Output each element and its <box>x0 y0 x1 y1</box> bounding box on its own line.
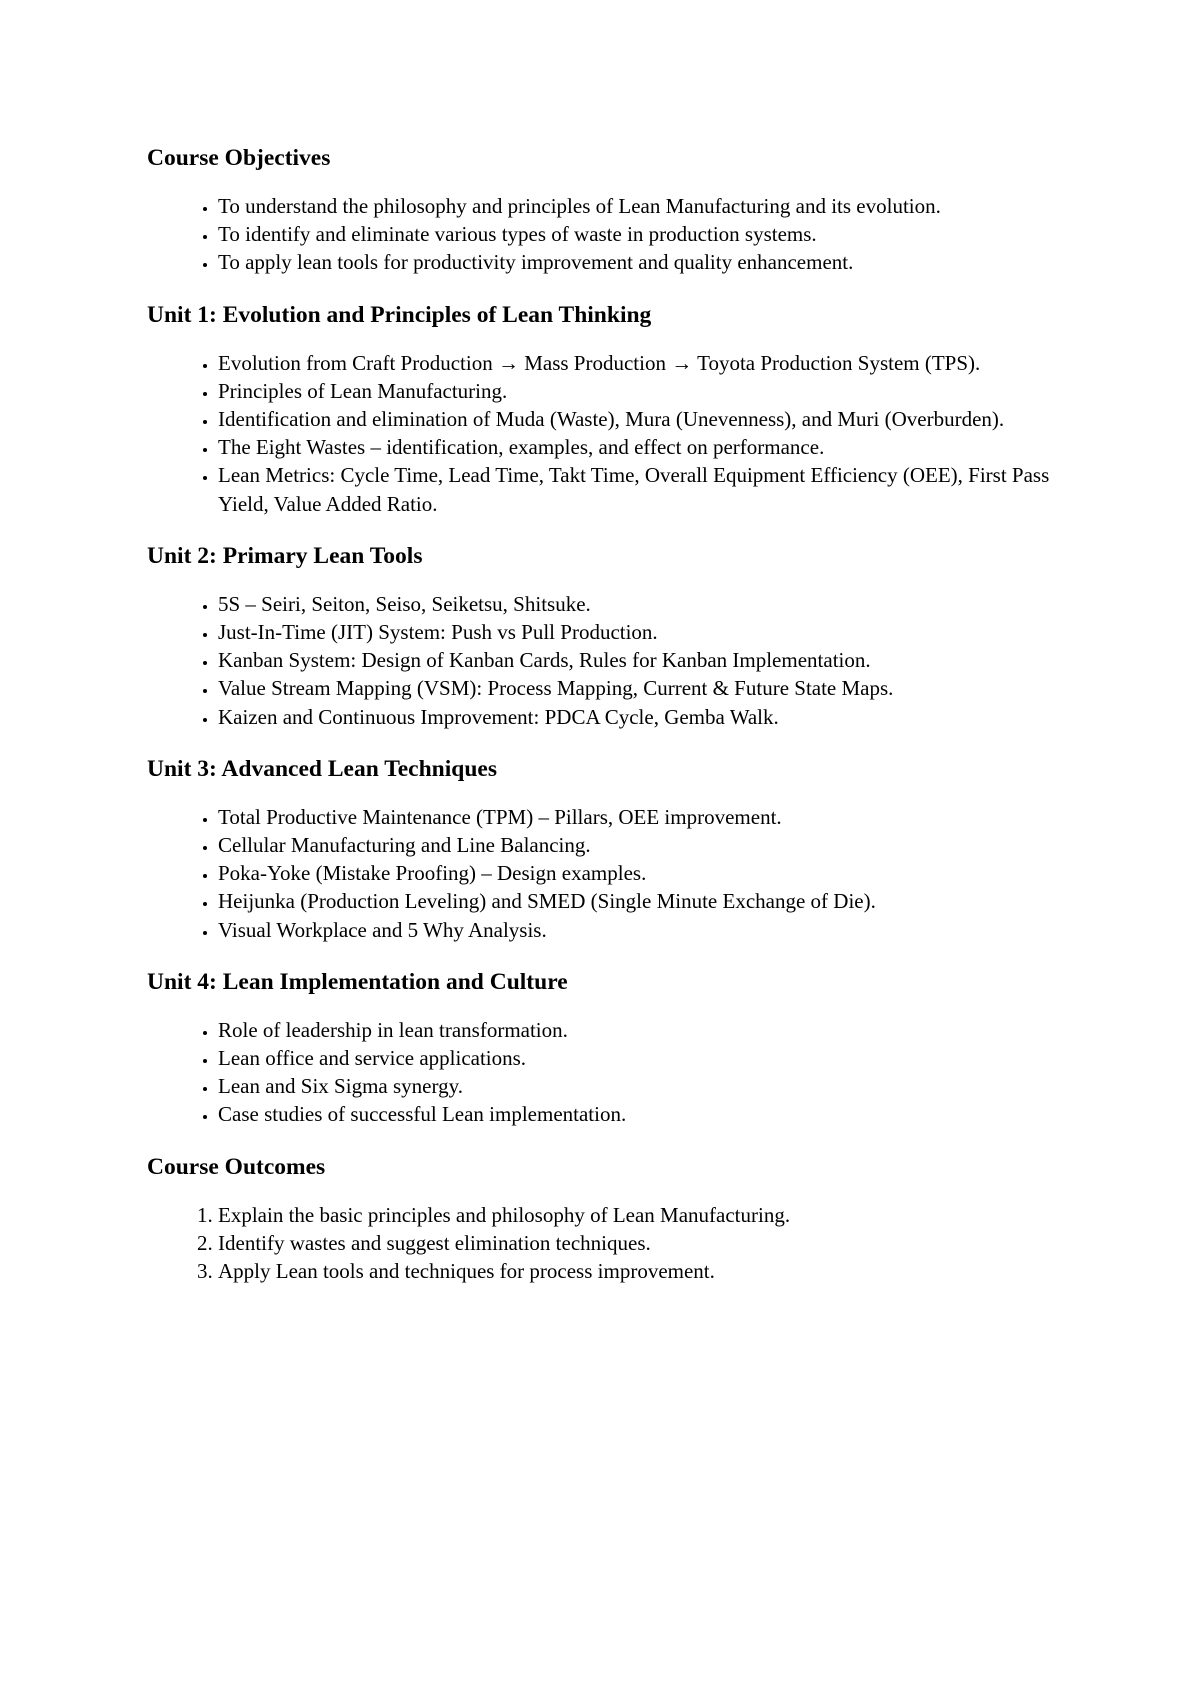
list-item: • Case studies of successful Lean implementation. <box>218 1100 1077 1128</box>
list-item: • Lean Metrics: Cycle Time, Lead Time, Takt Time, Overall Equipment Efficiency (OEE), First Pass Yield, Value Added Ratio. <box>218 461 1077 517</box>
course-objectives-list <box>147 192 1077 277</box>
list-item: • Poka-Yoke (Mistake Proofing) – Design examples. <box>218 859 1077 887</box>
list-item: • 5S – Seiri, Seiton, Seiso, Seiketsu, Shitsuke. <box>218 590 1077 618</box>
list-item: 1. Explain the basic principles and philosophy of Lean Manufacturing. <box>218 1201 1077 1229</box>
section-heading-course-outcomes: Course Outcomes <box>147 1153 326 1180</box>
list-item: • Visual Workplace and 5 Why Analysis. <box>218 916 1077 944</box>
section-heading-unit-4: Unit 4: Lean Implementation and Culture <box>147 968 568 995</box>
list-item: • Kanban System: Design of Kanban Cards, Rules for Kanban Implementation. <box>218 646 1077 674</box>
list-item: • The Eight Wastes – identification, examples, and effect on performance. <box>218 433 1077 461</box>
list-item: • Identification and elimination of Muda (Waste), Mura (Unevenness), and Muri (Overburden). <box>218 405 1077 433</box>
course-outcomes-list <box>147 1201 1077 1286</box>
section-heading-unit-3: Unit 3: Advanced Lean Techniques <box>147 755 497 782</box>
list-item: • Lean and Six Sigma synergy. <box>218 1072 1077 1100</box>
section-heading-unit-2: Unit 2: Primary Lean Tools <box>147 542 423 569</box>
section-heading-course-objectives: Course Objectives <box>147 145 331 171</box>
list-item: • Kaizen and Continuous Improvement: PDCA Cycle, Gemba Walk. <box>218 703 1077 731</box>
list-item: • Cellular Manufacturing and Line Balancing. <box>218 831 1077 859</box>
list-item: • To apply lean tools for productivity improvement and quality enhancement. <box>218 248 1077 276</box>
unit-3-list <box>147 803 1077 944</box>
list-item: • To identify and eliminate various types of waste in production systems. <box>218 220 1077 248</box>
section-heading-unit-1: Unit 1: Evolution and Principles of Lean Thinking <box>147 301 652 328</box>
document-body <box>147 143 1077 1308</box>
list-item: • Value Stream Mapping (VSM): Process Mapping, Current & Future State Maps. <box>218 674 1077 702</box>
list-item: • Evolution from Craft Production → Mass Production → Toyota Production System (TPS). <box>218 349 1077 377</box>
unit-4-list <box>147 1016 1077 1129</box>
list-item: 2. Identify wastes and suggest elimination techniques. <box>218 1229 1077 1257</box>
unit-1-list <box>147 349 1077 518</box>
unit-2-list <box>147 590 1077 731</box>
list-item: • Total Productive Maintenance (TPM) – Pillars, OEE improvement. <box>218 803 1077 831</box>
list-item: 3. Apply Lean tools and techniques for process improvement. <box>218 1257 1077 1285</box>
list-item: • Heijunka (Production Leveling) and SMED (Single Minute Exchange of Die). <box>218 887 1077 915</box>
list-item: • Lean office and service applications. <box>218 1044 1077 1072</box>
list-item: • Role of leadership in lean transformation. <box>218 1016 1077 1044</box>
list-item: • Principles of Lean Manufacturing. <box>218 377 1077 405</box>
list-item: • Just-In-Time (JIT) System: Push vs Pull Production. <box>218 618 1077 646</box>
list-item: • To understand the philosophy and principles of Lean Manufacturing and its evolution. <box>218 192 1077 220</box>
